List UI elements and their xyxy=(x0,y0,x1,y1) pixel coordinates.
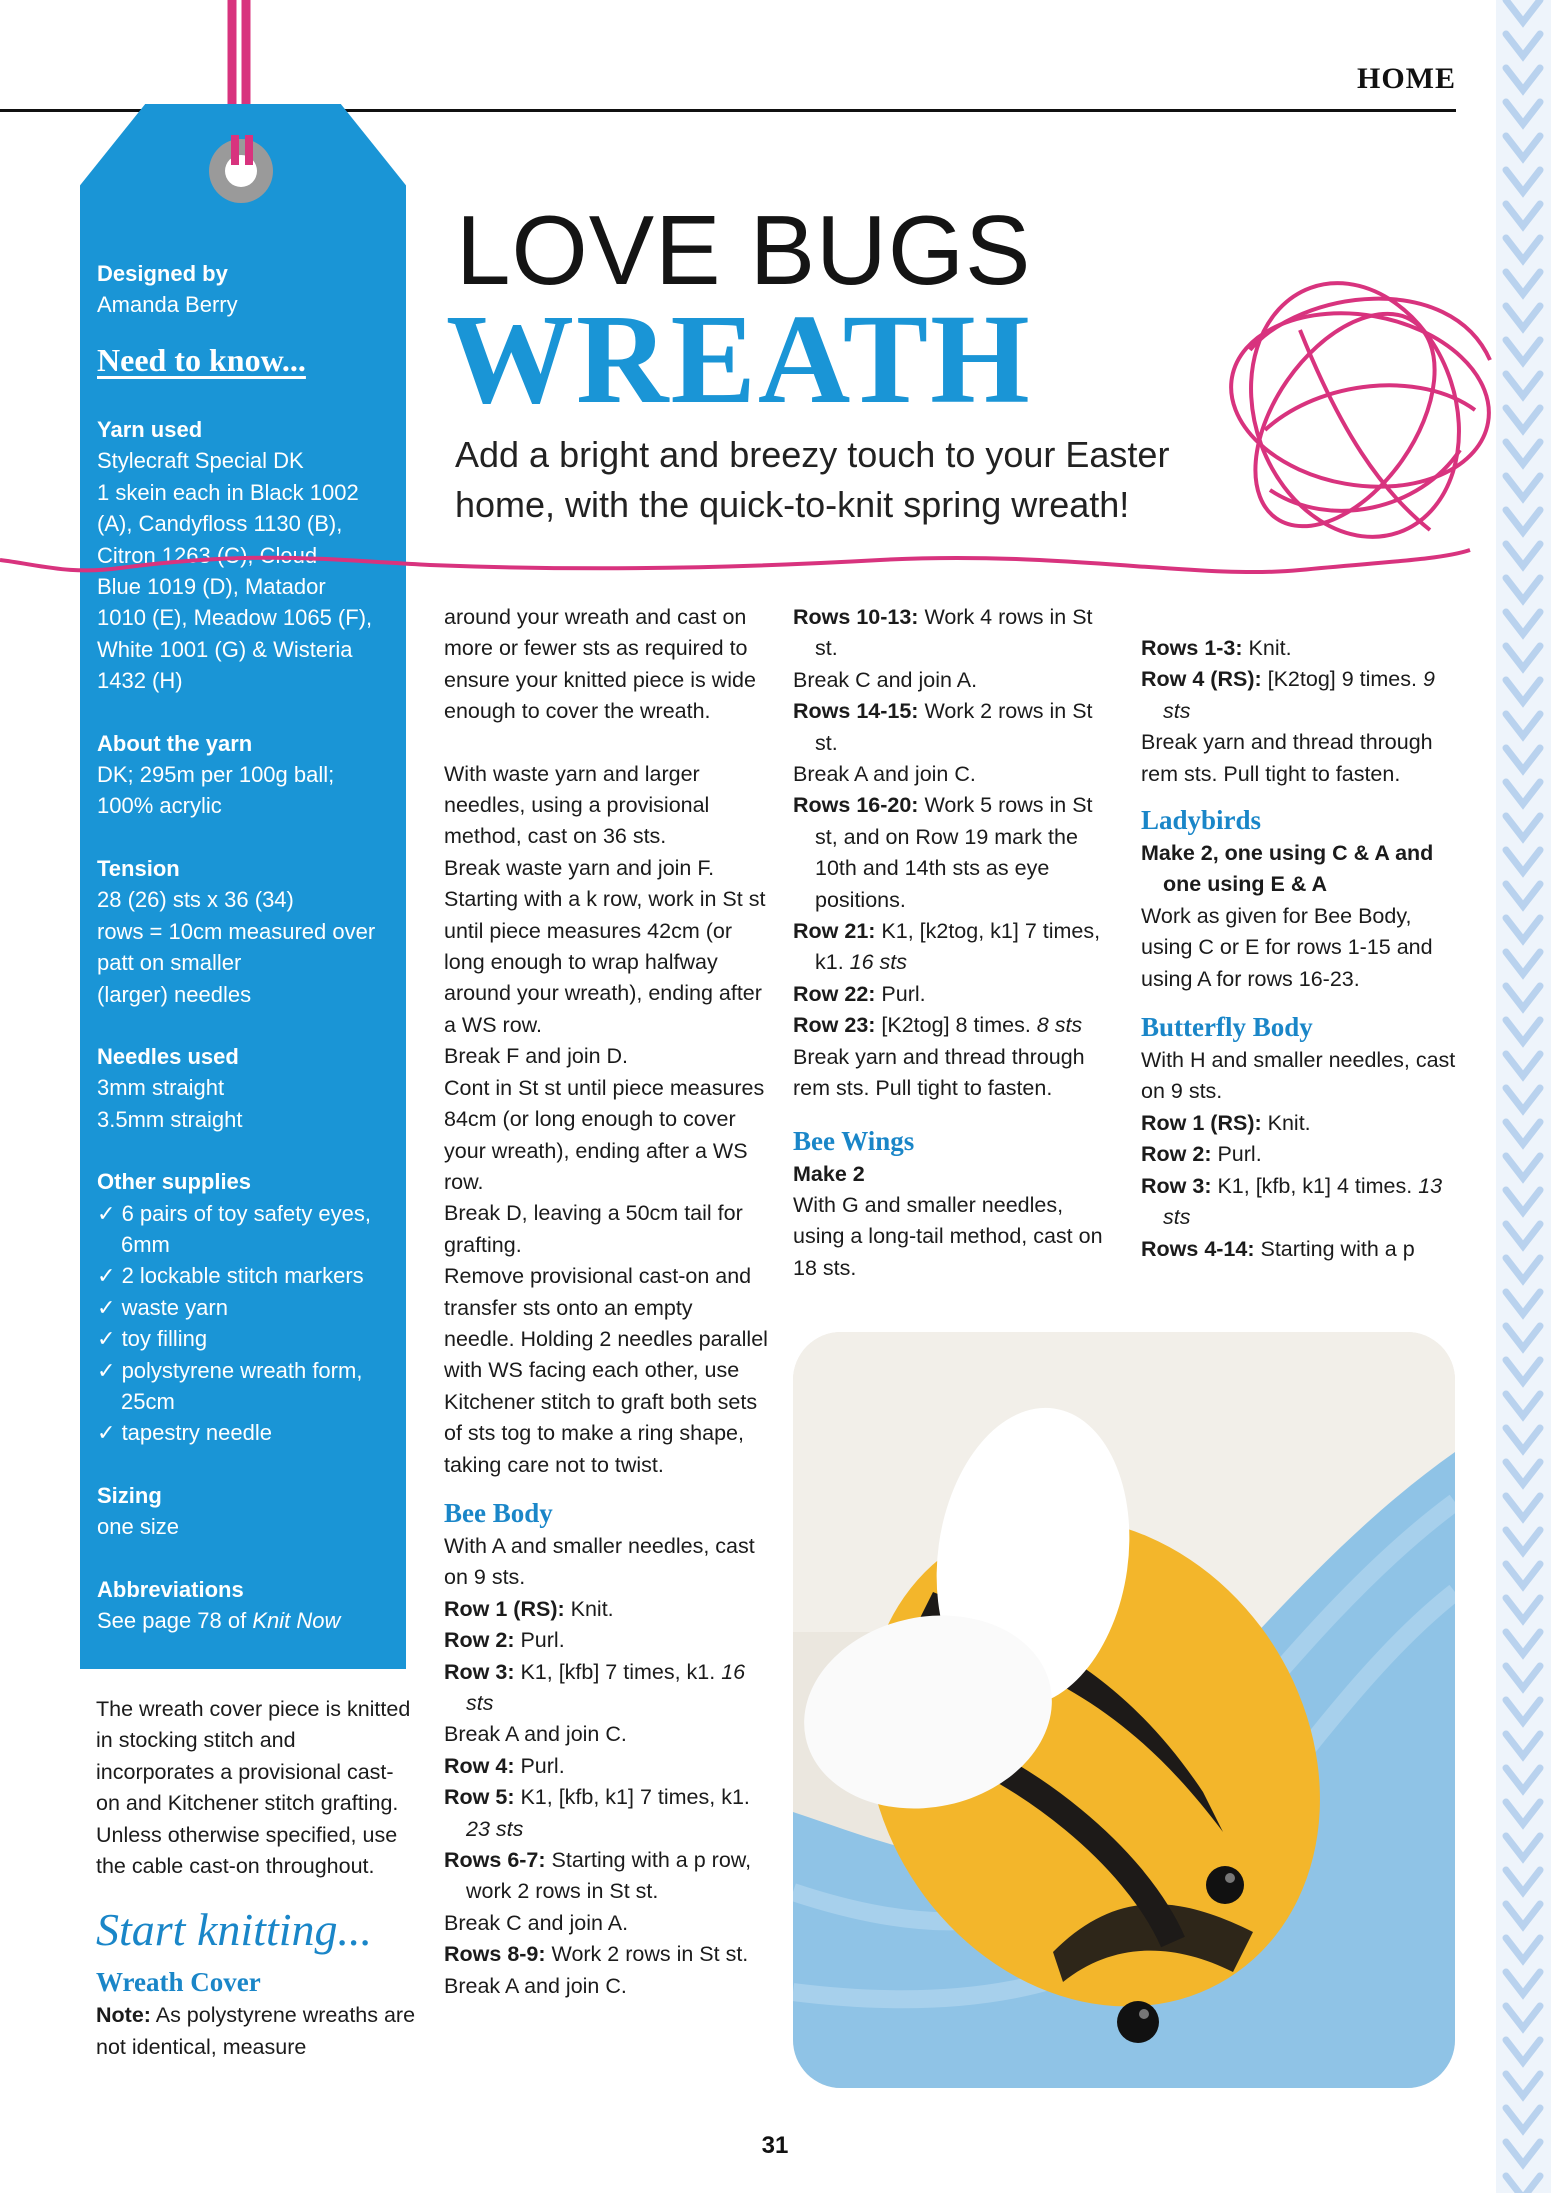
make-count: Make 2 xyxy=(793,1161,865,1186)
pattern-row: With H and smaller needles, cast on 9 sts. xyxy=(1141,1048,1456,1104)
knit-stitch-shape xyxy=(1506,1836,1540,1858)
knit-stitch-shape xyxy=(1506,476,1540,498)
pattern-row: Rows 1-3: Knit. xyxy=(1141,636,1292,660)
knit-stitch-shape xyxy=(1506,2108,1540,2130)
wreath-step: Break D, leaving a 50cm tail for grafting. xyxy=(444,1201,743,1257)
supply-item: ✓ 2 lockable stitch markers xyxy=(97,1263,364,1289)
supply-item: ✓ polystyrene wreath form, 25cm xyxy=(97,1357,363,1414)
page-number: 31 xyxy=(761,2132,789,2159)
bee-wings-heading: Bee Wings xyxy=(793,1125,915,1156)
pattern-row: Row 3: K1, [kfb, k1] 4 times. 13 sts xyxy=(1141,1173,1443,1230)
check-icon: ✓ xyxy=(97,1326,116,1352)
yarn-line: White 1001 (G) & Wisteria xyxy=(97,636,353,662)
pattern-row: Row 3: K1, [kfb] 7 times, k1. 16 sts xyxy=(444,1659,746,1715)
knit-stitch-shape xyxy=(1506,442,1540,464)
knit-stitch-shape xyxy=(1506,544,1540,566)
knit-stitch-shape xyxy=(1506,714,1540,736)
yarn-line: 1010 (E), Meadow 1065 (F), xyxy=(97,605,373,631)
supply-item: ✓ 6 pairs of toy safety eyes, 6mm xyxy=(97,1200,372,1257)
pattern-row: Break A and join C. xyxy=(444,1973,627,1998)
wreath-cover-heading: Wreath Cover xyxy=(96,1967,261,1998)
yarn-ball-graphic xyxy=(0,230,1500,610)
knit-stitch-shape xyxy=(1506,2040,1540,2062)
knit-stitch-shape xyxy=(1506,884,1540,906)
ladybirds-text: Work as given for Bee Body, using C or E for rows 1-15 and using A for rows 16-23. xyxy=(1141,903,1433,991)
knit-stitch-shape xyxy=(1506,238,1540,260)
wreath-step: Cont in St st until piece measures 84cm (or long enough to cover your wreath), ending after a WS row. xyxy=(444,1075,765,1194)
supply-item: ✓ tapestry needle xyxy=(97,1420,272,1446)
knit-stitch-shape xyxy=(1506,1564,1540,1586)
knit-stitch-shape xyxy=(1506,1904,1540,1926)
wreath-step: Break F and join D. xyxy=(444,1044,629,1069)
pattern-row: Rows 6-7: Starting with a p row, work 2 rows in St st. xyxy=(444,1848,752,1904)
section-label: HOME xyxy=(1357,62,1456,95)
knit-stitch-shape xyxy=(1506,1360,1540,1382)
ladybirds-heading: Ladybirds xyxy=(1141,805,1262,836)
intro-paragraph xyxy=(96,1694,416,2063)
yarn-line: Stylecraft Special DK xyxy=(97,448,304,474)
intro-text: The wreath cover piece is knitted in stocking stitch and incorporates a provisional cast-on and Kitchener stitch grafting. Unless otherwise specified, use the cable cast-on throughout. xyxy=(96,1697,411,1879)
column-2 xyxy=(444,602,769,2002)
check-icon: ✓ xyxy=(97,1357,116,1383)
pattern-row: Rows 14-15: Work 2 rows in St st. xyxy=(793,699,1093,755)
check-icon: ✓ xyxy=(97,1263,116,1289)
knit-stitch-shape xyxy=(1506,680,1540,702)
column-3 xyxy=(793,602,1118,1284)
knit-stitch-shape xyxy=(1506,2006,1540,2028)
knit-stitch-shape xyxy=(1506,816,1540,838)
needles-section xyxy=(97,1041,402,1135)
pattern-row: With A and smaller needles, cast on 9 sts. xyxy=(444,1533,755,1590)
about-yarn-label: About the yarn xyxy=(97,730,253,756)
other-supplies-section xyxy=(97,1166,402,1449)
knit-stitch-shape xyxy=(1506,1156,1540,1178)
tension-section xyxy=(97,853,402,1010)
pattern-row: Row 21: K1, [k2tog, k1] 7 times, k1. 16 sts xyxy=(793,919,1101,975)
knit-stitch-shape xyxy=(1506,1768,1540,1790)
supply-item: ✓ waste yarn xyxy=(97,1294,228,1320)
bee-body-heading: Bee Body xyxy=(444,1497,553,1528)
pattern-row: Row 23: [K2tog] 8 times. 8 sts xyxy=(793,1013,1083,1038)
knit-stitch-shape xyxy=(1506,136,1540,158)
wreath-note: Note: As polystyrene wreaths are not identical, measure xyxy=(96,2003,416,2059)
knit-stitch-shape xyxy=(1506,1020,1540,1042)
pattern-row: Row 4 (RS): [K2tog] 9 times. 9 sts xyxy=(1141,667,1435,723)
knit-stitch-shape xyxy=(1506,1734,1540,1756)
pattern-row: Rows 16-20: Work 5 rows in St st, and on Row 19 mark the 10th and 14th sts as eye positions. xyxy=(793,793,1093,912)
make-count: Make 2, one using C & A and one using E & A xyxy=(1141,841,1434,897)
knit-stitch-shape xyxy=(1506,1190,1540,1212)
knit-stitch-shape xyxy=(1506,748,1540,770)
needle-line: 3.5mm straight xyxy=(97,1106,243,1132)
knit-stitch-shape xyxy=(1506,102,1540,124)
pattern-row: Row 4: Purl. xyxy=(444,1753,565,1778)
knit-stitch-shape xyxy=(1506,340,1540,362)
needles-label: Needles used xyxy=(97,1043,239,1069)
knit-stitch-shape xyxy=(1506,952,1540,974)
tension-line: rows = 10cm measured over xyxy=(97,918,376,944)
pattern-row: Break A and join C. xyxy=(444,1722,627,1747)
check-icon: ✓ xyxy=(97,1420,116,1446)
needle-line: 3mm straight xyxy=(97,1075,225,1101)
sizing-label: Sizing xyxy=(97,1482,162,1508)
other-supplies-label: Other supplies xyxy=(97,1169,252,1195)
knit-stitch-shape xyxy=(1506,2142,1540,2164)
knit-stitch-shape xyxy=(1506,1496,1540,1518)
tension-line: 28 (26) sts x 36 (34) xyxy=(97,887,294,913)
wreath-step: Starting with a k row, work in St st until piece measures 42cm (or long enough to wrap halfway around your wreath), ending after a WS row. xyxy=(444,887,766,1037)
knit-stitch-shape xyxy=(1506,1598,1540,1620)
knit-stitch-shape xyxy=(1506,1224,1540,1246)
knit-stitch-shape xyxy=(1506,986,1540,1008)
pattern-row: Break yarn and thread through rem sts. Pull tight to fasten. xyxy=(793,1044,1085,1101)
supply-item: ✓ toy filling xyxy=(97,1326,208,1352)
tension-label: Tension xyxy=(97,855,180,881)
yarn-line: 1 skein each in Black 1002 xyxy=(97,479,359,505)
bee-photo xyxy=(793,1332,1455,2088)
knit-stitch-shape xyxy=(1506,2176,1540,2193)
yarn-line: Blue 1019 (D), Matador xyxy=(97,574,326,600)
wreath-cover-cont: around your wreath and cast on more or fewer sts as required to ensure your knitted piece is wide enough to cover the wreath. xyxy=(444,605,756,724)
knit-border-strip xyxy=(1496,0,1551,2193)
pattern-row: Row 1 (RS): Knit. xyxy=(1141,1110,1311,1135)
pattern-row: Row 5: K1, [kfb, k1] 7 times, k1. 23 sts xyxy=(444,1785,750,1841)
yarn-line: 1432 (H) xyxy=(97,668,183,694)
knit-stitch-shape xyxy=(1506,1530,1540,1552)
knit-stitch-shape xyxy=(1506,204,1540,226)
knit-stitch-shape xyxy=(1506,1258,1540,1280)
knit-stitch-shape xyxy=(1506,578,1540,600)
knit-stitch-shape xyxy=(1506,1632,1540,1654)
knit-stitch-shape xyxy=(1506,1666,1540,1688)
pattern-row: Row 2: Purl. xyxy=(444,1628,565,1653)
wreath-step: Remove provisional cast-on and transfer sts onto an empty needle. Holding 2 needles parallel with WS facing each other, use Kitchener stitch to graft both sets of sts tog to make a ring shape, taking care not to twist. xyxy=(444,1264,768,1477)
pattern-row: Rows 4-14: Starting with a p xyxy=(1141,1236,1415,1261)
knit-stitch-shape xyxy=(1506,68,1540,90)
knit-pattern-graphic xyxy=(1496,0,1551,2193)
need-to-know-heading: Need to know... xyxy=(97,342,306,378)
pattern-row: With G and smaller needles, using a long-tail method, cast on 18 sts. xyxy=(793,1192,1103,1280)
abbreviations-section xyxy=(97,1574,402,1637)
yarn-used-label: Yarn used xyxy=(97,417,203,442)
designed-by-label: Designed by xyxy=(97,261,228,286)
knit-stitch-shape xyxy=(1506,612,1540,634)
sizing-section xyxy=(97,1480,402,1543)
knit-stitch-shape xyxy=(1506,1462,1540,1484)
about-yarn-line: 100% acrylic xyxy=(97,793,222,819)
knit-stitch-shape xyxy=(1506,1394,1540,1416)
wreath-step: Break waste yarn and join F. xyxy=(444,855,715,880)
knit-stitch-shape xyxy=(1506,646,1540,668)
knit-stitch-shape xyxy=(1506,1802,1540,1824)
pattern-row: Rows 10-13: Work 4 rows in St st. xyxy=(793,605,1093,661)
sizing-value: one size xyxy=(97,1514,179,1540)
abbreviations-label: Abbreviations xyxy=(97,1576,244,1602)
start-knitting-heading: Start knitting... xyxy=(96,1904,372,1956)
knit-stitch-shape xyxy=(1506,0,1540,22)
knit-stitch-shape xyxy=(1506,170,1540,192)
tension-line: patt on smaller xyxy=(97,950,242,976)
knit-stitch-shape xyxy=(1506,918,1540,940)
column-4 xyxy=(1141,602,1461,1265)
knit-stitch-shape xyxy=(1506,408,1540,430)
standfirst: Add a bright and breezy touch to your Easter home, with the quick-to-knit spring wreath! xyxy=(455,434,1170,525)
about-yarn-line: DK; 295m per 100g ball; xyxy=(97,762,335,788)
pattern-row: Row 1 (RS): Knit. xyxy=(444,1596,614,1621)
abbreviations-ref: See page 78 of Knit Now xyxy=(97,1608,341,1633)
knit-stitch-shape xyxy=(1506,1972,1540,1994)
knit-stitch-shape xyxy=(1506,306,1540,328)
knit-stitch-shape xyxy=(1506,1870,1540,1892)
tension-line: (larger) needles xyxy=(97,981,252,1007)
knit-stitch-shape xyxy=(1506,1122,1540,1144)
knit-stitch-shape xyxy=(1506,1088,1540,1110)
knit-stitch-shape xyxy=(1506,1292,1540,1314)
yarn-line: Citron 1263 (C), Cloud xyxy=(97,542,318,568)
knit-stitch-shape xyxy=(1506,2074,1540,2096)
knit-stitch-shape xyxy=(1506,1054,1540,1076)
knit-stitch-shape xyxy=(1506,1938,1540,1960)
knit-stitch-shape xyxy=(1506,782,1540,804)
pattern-row: Row 2: Purl. xyxy=(1141,1142,1262,1167)
about-yarn-section xyxy=(97,728,402,822)
butterfly-body-heading: Butterfly Body xyxy=(1141,1012,1313,1043)
pattern-row: Break C and join A. xyxy=(444,1910,629,1935)
pattern-row: Rows 8-9: Work 2 rows in St st. xyxy=(444,1942,749,1967)
tag-eyelet-icon xyxy=(205,135,277,207)
pattern-row: Break C and join A. xyxy=(793,667,978,692)
yarn-line: (A), Candyfloss 1130 (B), xyxy=(97,511,343,537)
knit-stitch-shape xyxy=(1506,374,1540,396)
check-icon: ✓ xyxy=(97,1294,116,1320)
knit-stitch-shape xyxy=(1506,272,1540,294)
pattern-row: Row 22: Purl. xyxy=(793,981,926,1006)
page-title-line2: WREATH xyxy=(446,288,1032,430)
designer-name: Amanda Berry xyxy=(97,292,238,318)
knit-stitch-shape xyxy=(1506,1326,1540,1348)
wreath-step: With waste yarn and larger needles, using a provisional method, cast on 36 sts. xyxy=(444,761,710,849)
pattern-row: Break yarn and thread through rem sts. Pull tight to fasten. xyxy=(1141,730,1433,786)
knit-stitch-shape xyxy=(1506,850,1540,872)
knit-stitch-shape xyxy=(1506,510,1540,532)
knitted-bee-image xyxy=(793,1332,1455,2088)
knit-stitch-shape xyxy=(1506,1428,1540,1450)
page-title-line1: LOVE BUGS xyxy=(456,195,1032,305)
check-icon: ✓ xyxy=(97,1200,116,1226)
knit-stitch-shape xyxy=(1506,34,1540,56)
knit-stitch-shape xyxy=(1506,1700,1540,1722)
pattern-row: Break A and join C. xyxy=(793,762,976,787)
